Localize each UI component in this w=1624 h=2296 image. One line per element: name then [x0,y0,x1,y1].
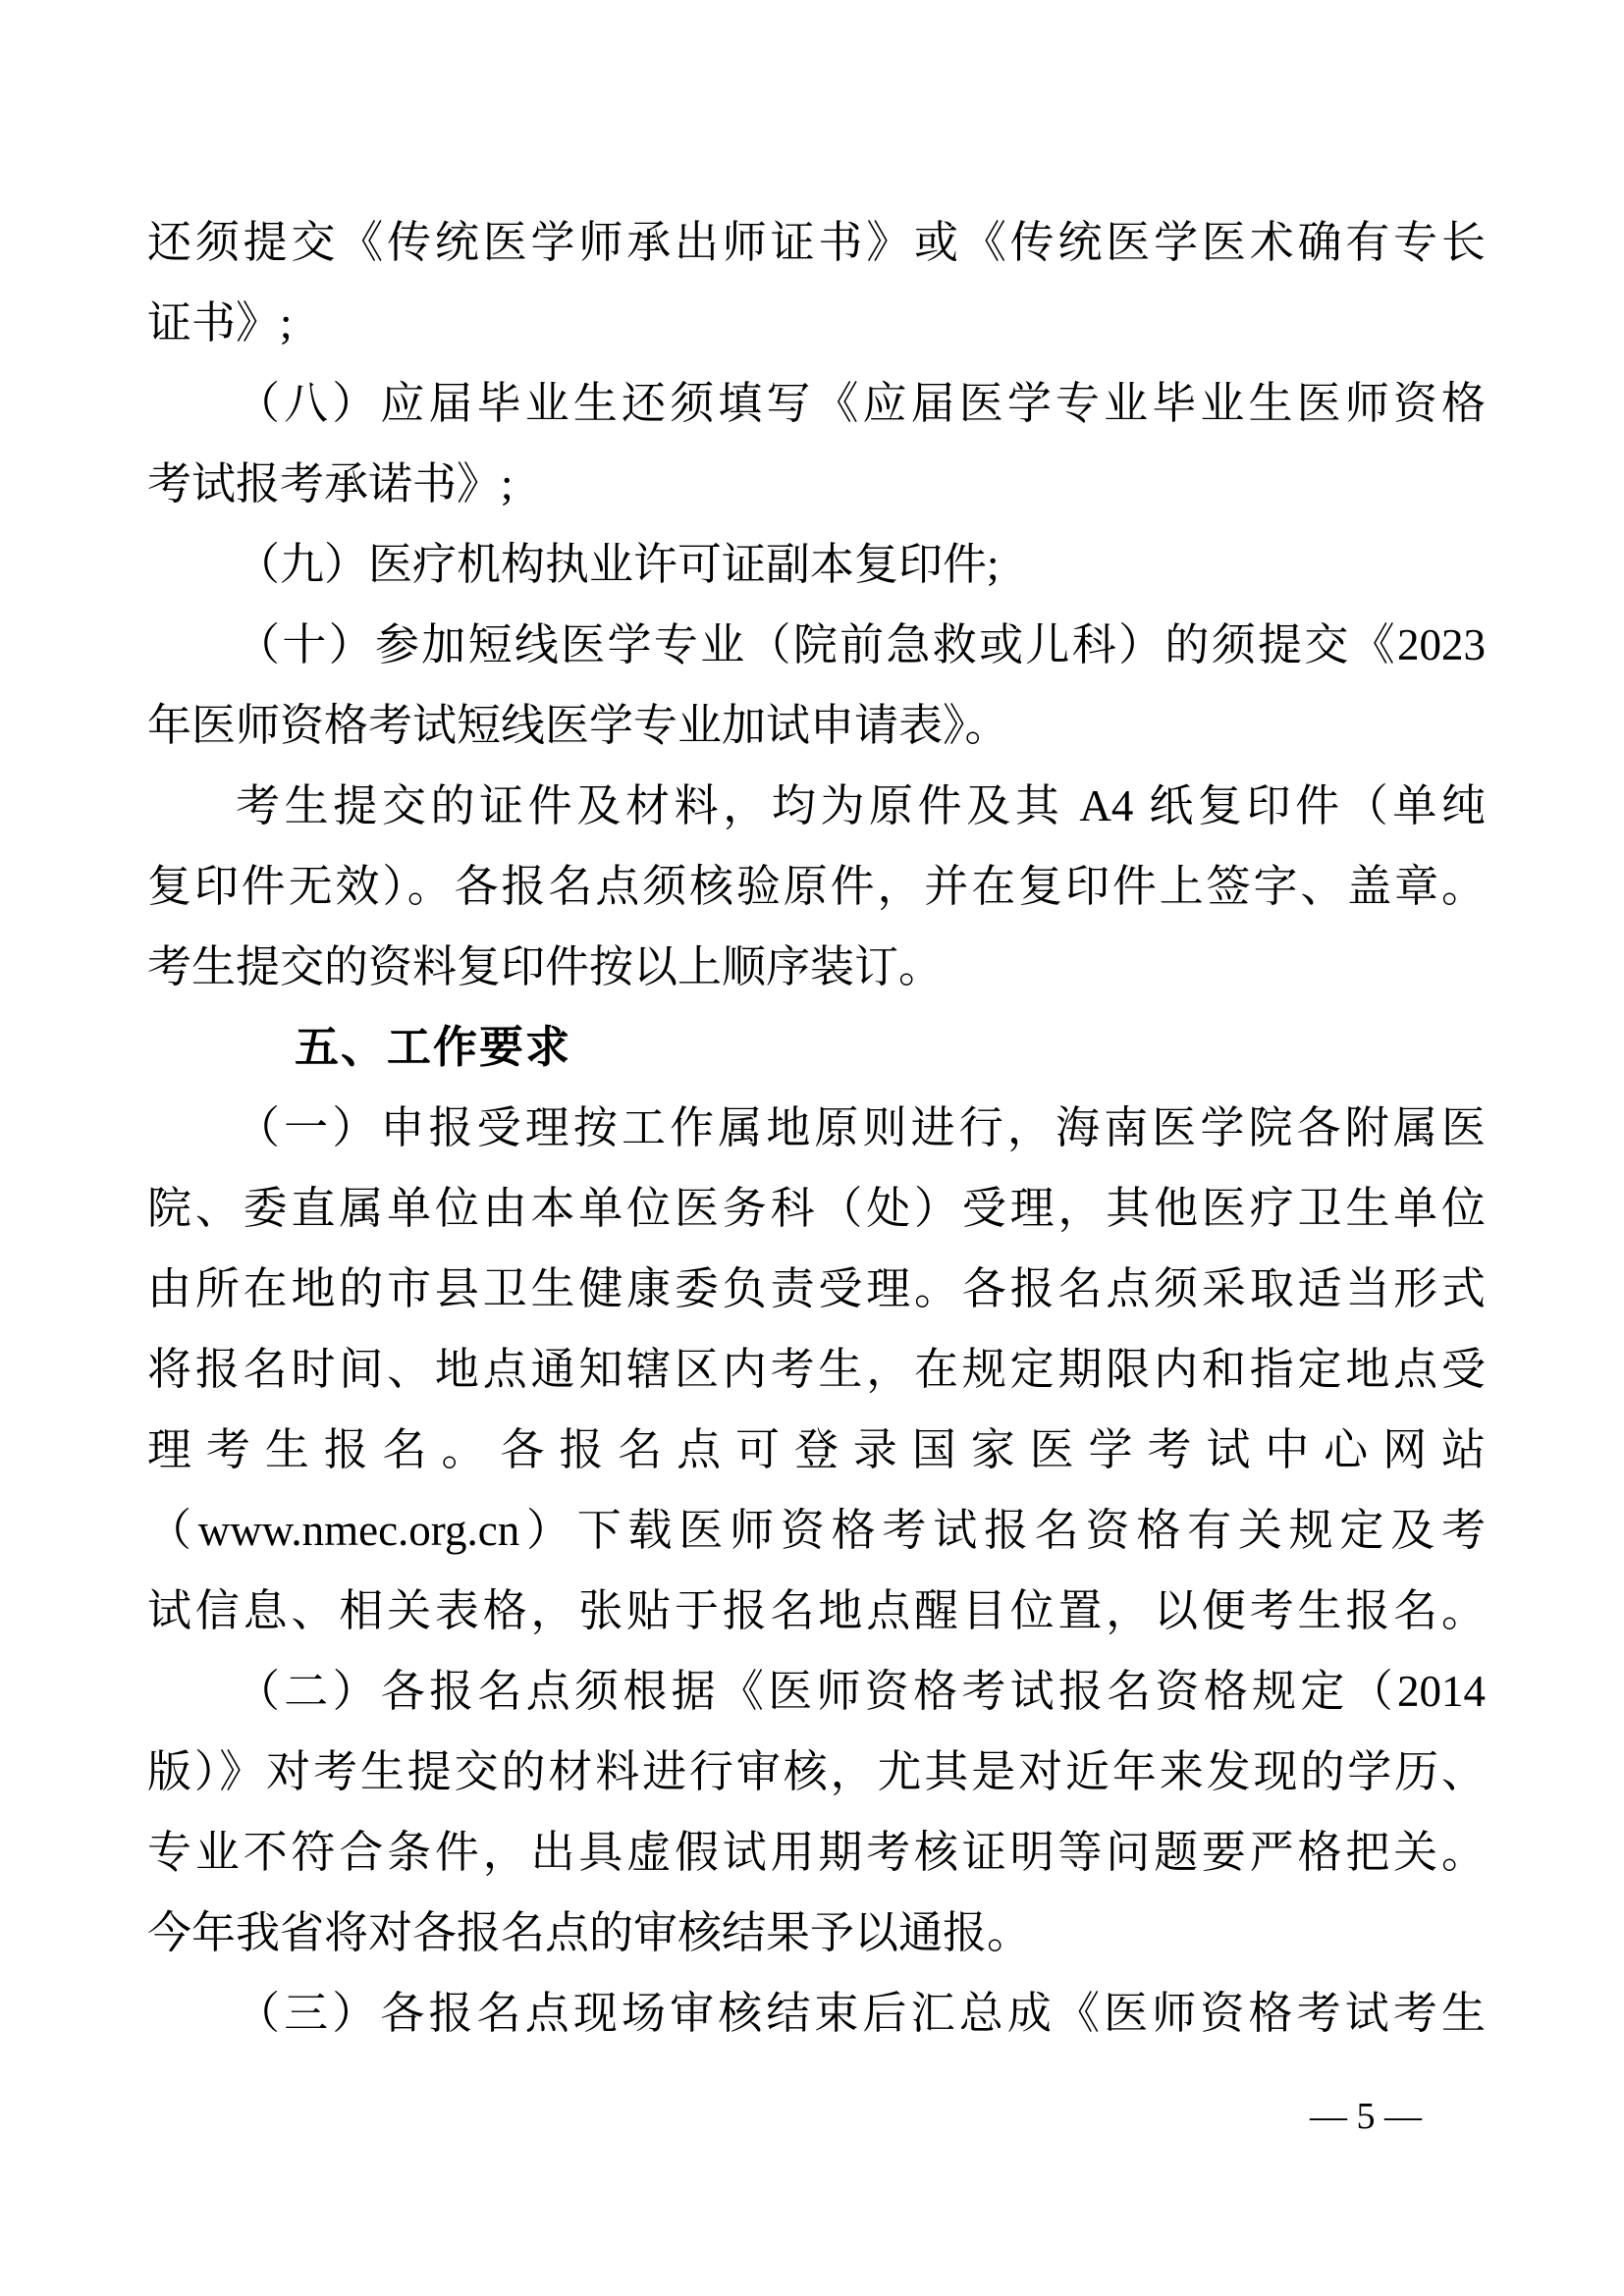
text-line: （九）医疗机构执业许可证副本复印件; [236,540,1000,589]
document-body [147,202,1486,2054]
text-line: 今年我省将对各报名点的审核结果予以通报。 [147,1908,1032,1957]
page-number: — 5 — [1310,2096,1422,2137]
text-line: 年医师资格考试短线医学专业加试申请表》。 [147,701,1009,750]
text-line: 试信息、相关表格，张贴于报名地点醒目位置，以便考生报名。 [147,1586,1486,1635]
text-line: 考生提交的证件及材料，均为原件及其 A4 纸复印件（单纯 [236,781,1486,830]
section-heading: 五、工作要求 [295,1022,572,1072]
text-line: 还须提交《传统医学师承出师证书》或《传统医学医术确有专长 [147,218,1486,267]
text-line: （一）申报受理按工作属地原则进行，海南医学院各附属医 [236,1103,1486,1152]
text-line: 由所在地的市县卫生健康委负责受理。各报名点须采取适当形式 [147,1264,1486,1313]
text-line: 专业不符合条件，出具虚假试用期考核证明等问题要严格把关。 [147,1828,1486,1877]
text-line: 考试报考承诺书》; [147,459,514,508]
text-line: （三）各报名点现场审核结束后汇总成《医师资格考试考生 [236,1989,1486,2038]
text-line: 将报名时间、地点通知辖区内考生，在规定期限内和指定地点受 [147,1345,1486,1394]
text-line: 院、委直属单位由本单位医务科（处）受理，其他医疗卫生单位 [147,1184,1486,1233]
text-line: （www.nmec.org.cn）下载医师资格考试报名资格有关规定及考 [147,1506,1486,1555]
text-line: 理考生报名。各报名点可登录国家医学考试中心网站 [147,1425,1486,1474]
text-line: 复印件无效）。各报名点须核验原件，并在复印件上签字、盖章。 [147,862,1486,911]
text-line: 证书》; [147,298,293,347]
text-line: 版）》对考生提交的材料进行审核，尤其是对近年来发现的学历、 [147,1747,1486,1796]
text-line: 考生提交的资料复印件按以上顺序装订。 [147,942,944,991]
text-line: （十）参加短线医学专业（院前急救或儿科）的须提交《2023 [236,620,1486,669]
text-line: （二）各报名点须根据《医师资格考试报名资格规定（2014 [236,1667,1486,1716]
text-line: （八）应届毕业生还须填写《应届医学专业毕业生医师资格 [236,379,1486,428]
